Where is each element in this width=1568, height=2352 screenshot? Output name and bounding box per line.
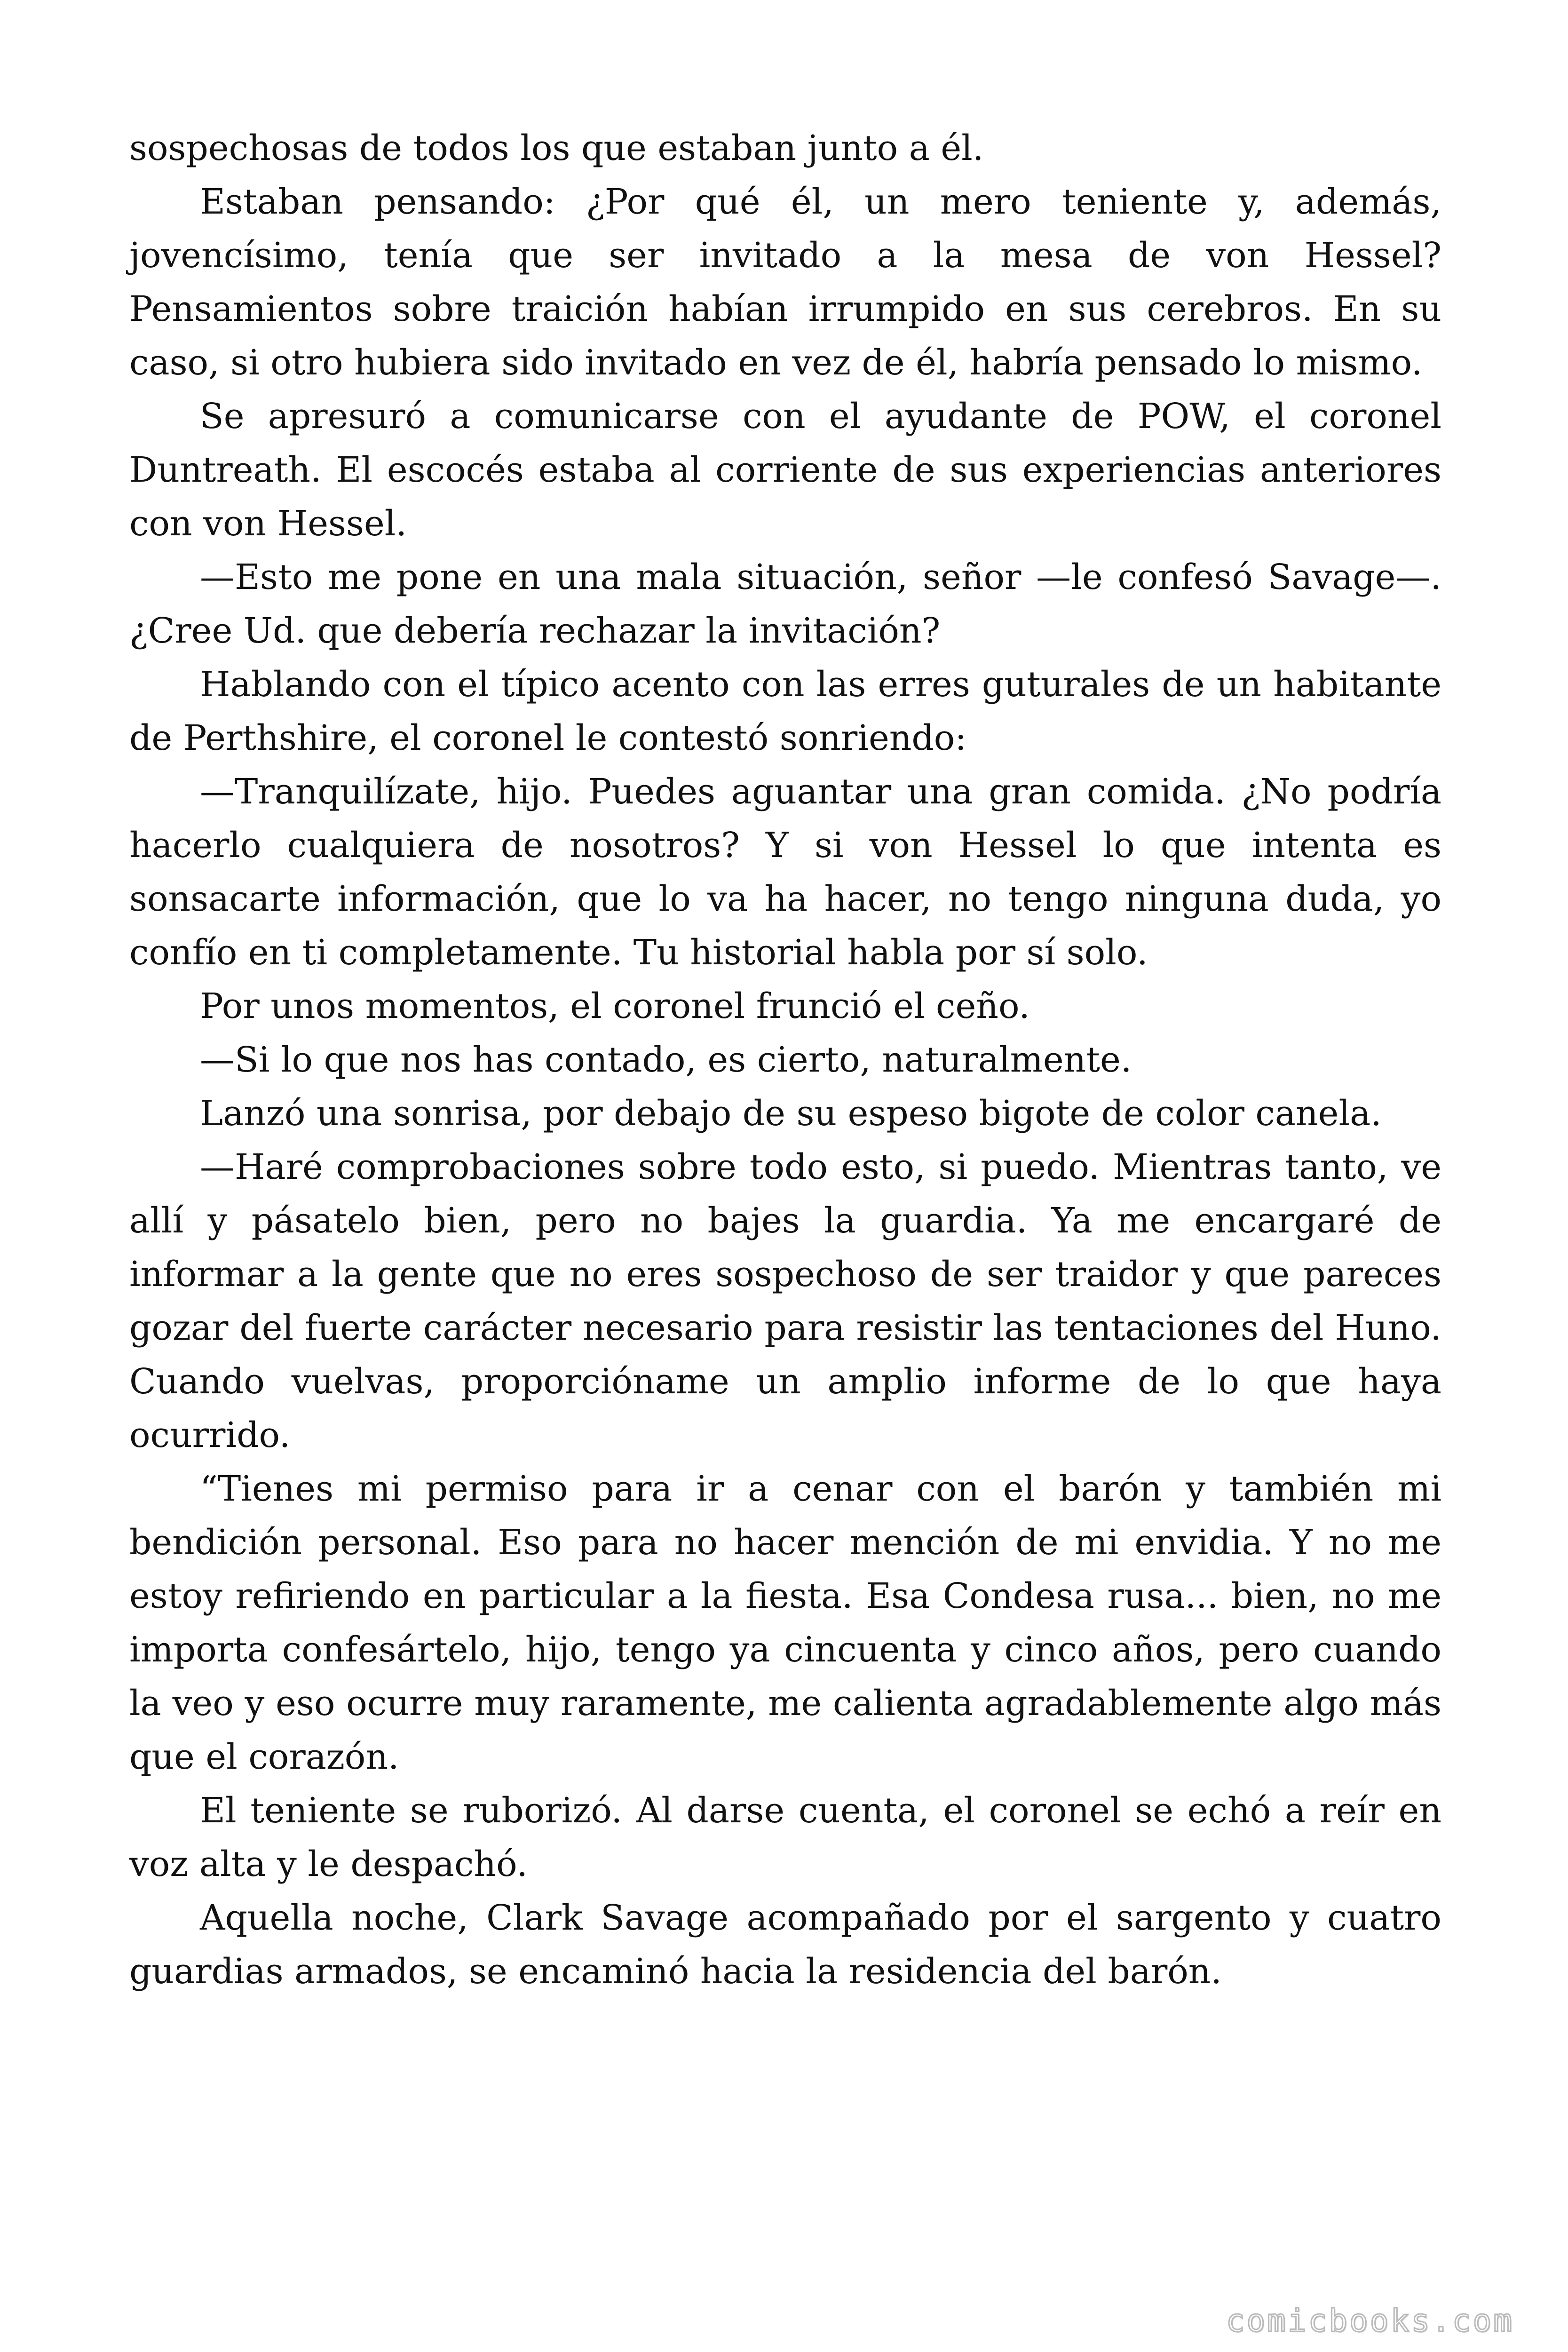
paragraph: Hablando con el típico acento con las erres guturales de un habitante de Perthshire, el coronel le contestó sonriendo:: [129, 664, 1441, 758]
paragraph: Se apresuró a comunicarse con el ayudante de POW, el coronel Duntreath. El escocés estaba al corriente de sus experiencias anteriores con von Hessel.: [129, 396, 1441, 544]
paragraph: sospechosas de todos los que estaban junto a él.: [129, 128, 984, 168]
paragraph: El teniente se ruborizó. Al darse cuenta, el coronel se echó a reír en voz alta y le despachó.: [129, 1790, 1441, 1884]
paragraph: Por unos momentos, el coronel frunció el ceño.: [200, 986, 1030, 1026]
paragraph: —Tranquilízate, hijo. Puedes aguantar una gran comida. ¿No podría hacerlo cualquiera de nosotros? Y si von Hessel lo que intenta es sonsacarte información, que lo va ha hacer, no tengo ninguna duda, yo confío en ti completamente. Tu historial habla por sí solo.: [129, 771, 1441, 973]
paragraph: Estaban pensando: ¿Por qué él, un mero teniente y, además, jovencísimo, tenía que ser invitado a la mesa de von Hessel? Pensamientos sobre traición habían irrumpido en sus cerebros. En su caso, si otro hubiera sido invitado en vez de él, habría pensado lo mismo.: [129, 182, 1441, 383]
watermark: comicbooks.com: [1226, 2303, 1514, 2339]
paragraph: Lanzó una sonrisa, por debajo de su espeso bigote de color canela.: [200, 1093, 1382, 1134]
paragraph: —Si lo que nos has contado, es cierto, naturalmente.: [200, 1040, 1132, 1080]
paragraph: —Haré comprobaciones sobre todo esto, si puedo. Mientras tanto, ve allí y pásatelo bien, pero no bajes la guardia. Ya me encargaré de informar a la gente que no eres sospechoso de ser traidor y que pareces gozar del fuerte carácter necesario para resistir las tentaciones del Huno. Cuando vuelvas, proporcióname un amplio informe de lo que haya ocurrido.: [129, 1147, 1441, 1455]
paragraph: —Esto me pone en una mala situación, señor —le confesó Savage—. ¿Cree Ud. que debería rechazar la invitación?: [129, 557, 1441, 651]
paragraph: Aquella noche, Clark Savage acompañado por el sargento y cuatro guardias armados, se encaminó hacia la residencia del barón.: [129, 1898, 1441, 1992]
paragraph: “Tienes mi permiso para ir a cenar con el barón y también mi bendición personal. Eso para no hacer mención de mi envidia. Y no me estoy refiriendo en particular a la fiesta. Esa Condesa rusa... bien, no me importa confesártelo, hijo, tengo ya cincuenta y cinco años, pero cuando la veo y eso ocurre muy raramente, me calienta agradablemente algo más que el corazón.: [129, 1469, 1441, 1777]
body-text: [129, 121, 1441, 1998]
